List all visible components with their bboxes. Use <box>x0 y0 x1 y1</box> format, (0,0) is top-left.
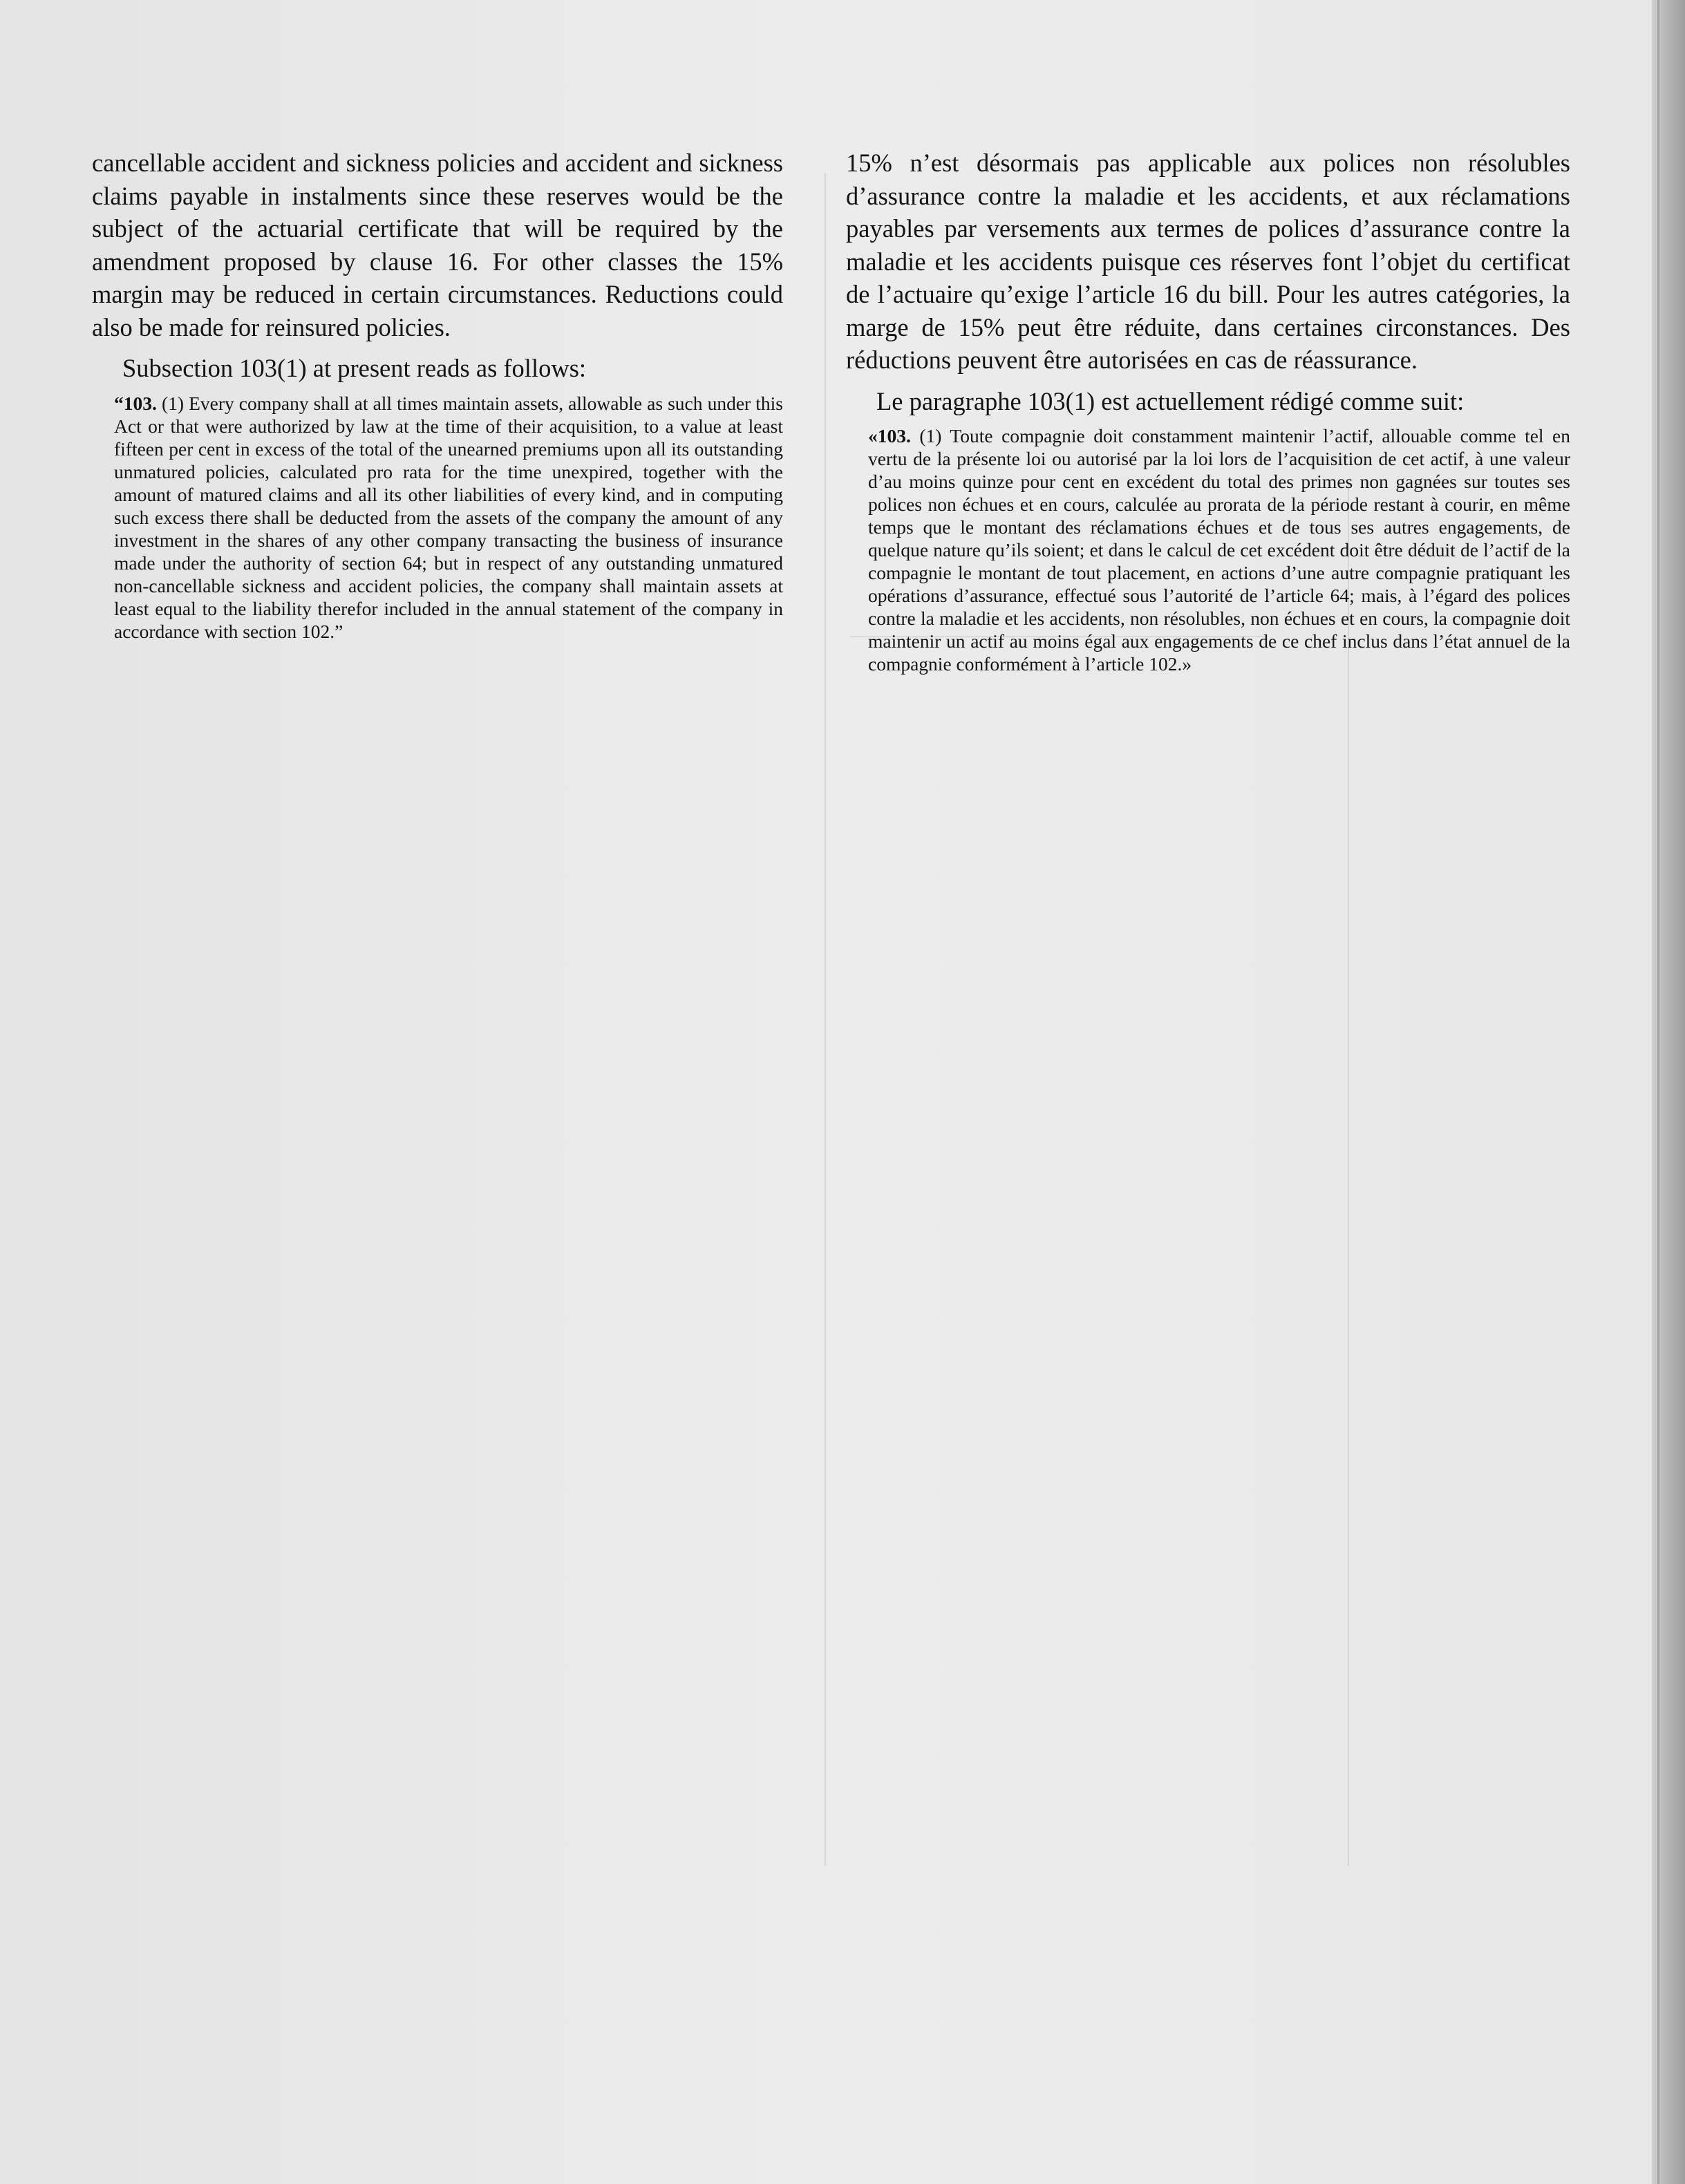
page-edge-line <box>1657 0 1659 2184</box>
french-subsection-heading: Le paragraphe 103(1) est actuellement rédigé comme suit: <box>876 386 1465 415</box>
french-quote-body: (1) Toute compagnie doit constamment maintenir l’actif, allouable comme tel en vertu de la présente loi ou autorisé par la loi lors de l’acquisition de cet actif, à une valeur d’au moins quinze pour cent en excédent du total des primes non gagnées sur toutes ses polices non échues et en cours, calculée au prorata de la période restant à courir, en même temps que le montant des réclamations échues et de tous ses autres engagements, de quelque nature qu’ils soient; et dans le calcul de cet excédent doit être déduit de l’actif de la compagnie le montant de tout placement, en actions d’une autre compagnie pratiquant les opérations d’assurance, effectué sous l’autorité de l’article 64; mais, à l’égard des polices contre la maladie et les accidents, non résolubles, non échues et en cours, la compagnie doit maintenir un actif au moins égal aux engagements de ce chef inclus dans l’état annuel de la compagnie conformément à l’article 102.» <box>868 425 1570 675</box>
french-quoted-section <box>868 424 1570 675</box>
french-intro-paragraph: 15% n’est désormais pas applicable aux polices non résolubles d’assurance contre la maladie et les accidents, et aux réclamations payables par versements aux termes de polices d’assurance contre la maladie et les accidents puisque ces réserves font l’objet du certificat de l’actuaire qu’exige l’article 16 du bill. Pour les autres catégories, la marge de 15% peut être réduite, dans certaines circonstances. Des réductions peuvent être autorisées en cas de réassurance. <box>846 149 1570 374</box>
french-quote-section-number: «103. <box>868 425 911 446</box>
english-quote-body: (1) Every company shall at all times maintain assets, allowable as such under this Act or that were authorized by law at the time of their acquisition, to a value at least fifteen per cent in excess of the total of the unearned premiums upon all its outstanding unmatured policies, calculated pro rata for the time unexpired, together with the amount of matured claims and all its other liabilities of every kind, and in computing such excess there shall be deducted from the assets of the company the amount of any investment in the shares of any other company transacting the business of insurance made under the authority of section 64; but in respect of any outstanding unmatured non-cancellable sickness and accident policies, the company shall maintain assets at least equal to the liability therefor included in the annual statement of the company in accordance with section 102.” <box>114 392 783 642</box>
bleed-through-rule <box>1348 484 1349 1866</box>
english-quoted-section <box>114 392 783 643</box>
english-subsection-heading: Subsection 103(1) at present reads as follows: <box>122 354 587 382</box>
bleed-through-rule <box>825 173 826 1866</box>
french-column <box>846 147 1570 675</box>
english-quote-section-number: “103. <box>114 392 157 414</box>
english-intro-paragraph: cancellable accident and sickness policies and accident and sickness claims payable in instalments since these reserves would be the subject of the actuarial certificate that will be required by the amendment proposed by clause 16. For other classes the 15% margin may be reduced in certain circumstances. Reductions could also be made for reinsured policies. <box>92 149 783 341</box>
english-column <box>92 147 783 643</box>
